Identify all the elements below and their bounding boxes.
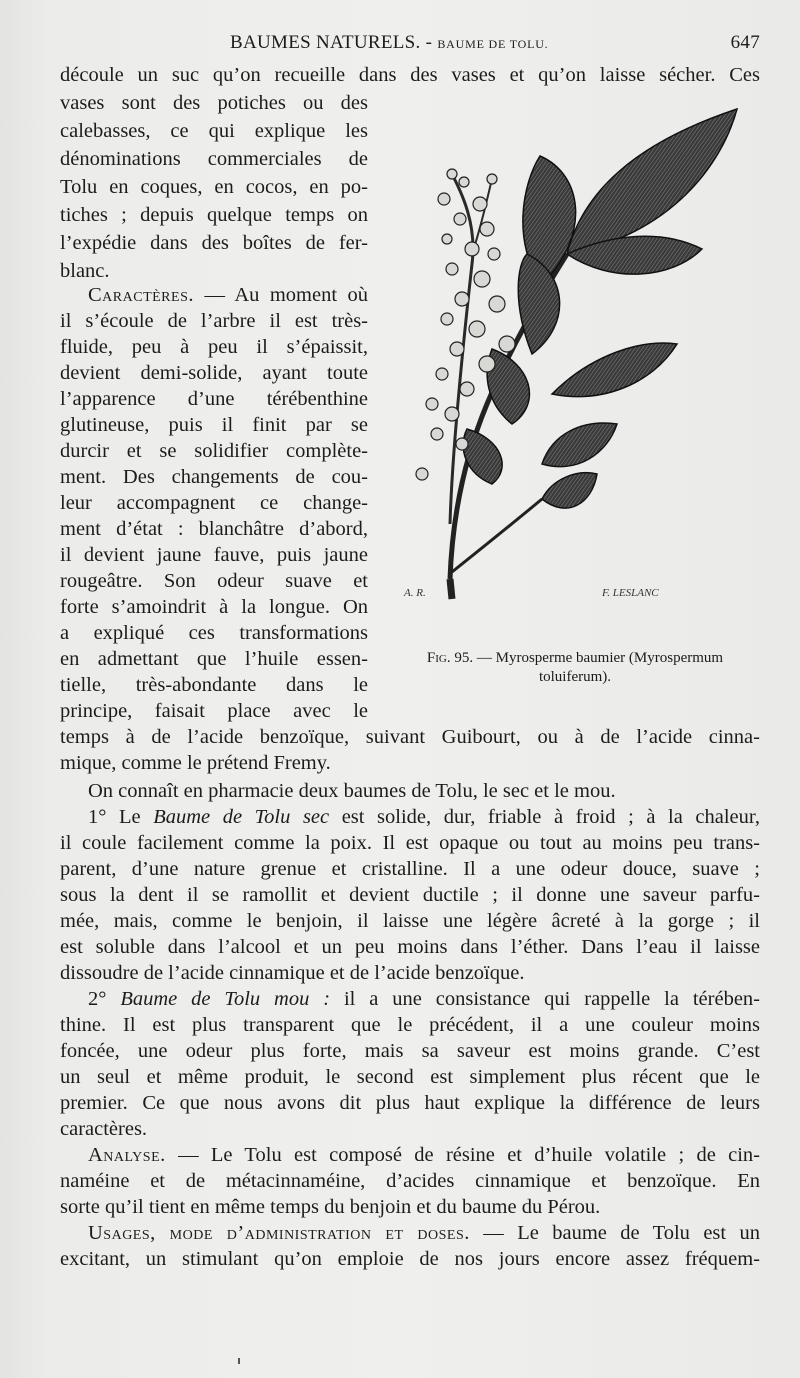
text-line: caractères. — [60, 1118, 148, 1140]
print-mark — [238, 1358, 240, 1364]
text-line: principe, faisait place avec le — [60, 700, 368, 722]
section-heading-usages: Usages, mode d’administration et doses. — [88, 1222, 470, 1244]
running-title: BAUMES NATURELS. - BAUME DE TOLU. — [230, 32, 549, 53]
text-line: dénominations commerciales de — [60, 148, 368, 170]
text-line: parent, d’une nature grenue et cristalline. Il a une odeur douce, suave ; — [60, 858, 760, 880]
text-line: calebasses, ce qui explique les — [60, 120, 368, 142]
text-line: forte s’amoindrit à la longue. On — [60, 596, 368, 618]
text-line: glutineuse, puis il finit par se — [60, 414, 368, 436]
text-line: mique, comme le prétend Fremy. — [60, 752, 331, 774]
text-line: temps à de l’acide benzoïque, suivant Guibourt, ou à de l’acide cinna- — [60, 726, 760, 748]
section-heading-line: Caractères. — Au moment où — [88, 284, 369, 306]
text-line: ment d’état : blanchâtre d’abord, — [60, 518, 368, 540]
page-number: 647 — [730, 32, 760, 53]
plant-drawing — [392, 104, 752, 614]
baume-mou-title: Baume de Tolu mou : — [120, 988, 331, 1010]
baume-mou-line: 2° Baume de Tolu mou : il a une consistance qui rappelle la térében- — [88, 988, 761, 1010]
usages-line: Usages, mode d’administration et doses. — Le baume de Tolu est un — [88, 1222, 761, 1244]
artist-signature-left: A. R. — [404, 587, 426, 599]
analyse-line: Analyse. — Le Tolu est composé de résine et d’huile volatile ; de cin- — [88, 1144, 761, 1166]
text-line: rougeâtre. Son odeur suave et — [60, 570, 368, 592]
text-line: thine. Il est plus transparent que le précédent, il a une couleur moins — [60, 1014, 760, 1036]
text-line: devient demi-solide, ayant toute — [60, 362, 368, 384]
text-line: tiches ; depuis quelque temps on — [60, 204, 368, 226]
text-line: il devient jaune fauve, puis jaune — [60, 544, 368, 566]
text-line: il s’écoule de l’arbre il est très- — [60, 310, 368, 332]
text-line: vases sont des potiches ou des — [60, 92, 368, 114]
text-line: durcir et se solidifier complète- — [60, 440, 368, 462]
artist-signature-right: F. LESLANC — [602, 587, 659, 599]
baume-sec-line: 1° Le Baume de Tolu sec est solide, dur, friable à froid ; à la chaleur, — [88, 806, 761, 828]
text-line: mée, mais, comme le benjoin, il laisse une légère âcreté à la gorge ; il — [60, 910, 760, 932]
text-line: leur accompagnent ce change- — [60, 492, 368, 514]
text-line: blanc. — [60, 260, 110, 282]
section-heading-caracteres: Caractères. — [88, 284, 194, 306]
text-line: sous la dent il se ramollit et devient ductile ; il donne une saveur parfu- — [60, 884, 760, 906]
text-line: On connaît en pharmacie deux baumes de Tolu, le sec et le mou. — [88, 780, 616, 802]
text-line: foncée, une odeur plus forte, mais sa saveur est moins grande. C’est — [60, 1040, 760, 1062]
text-line: sorte qu’il tient en même temps du benjoin et du baume du Pérou. — [60, 1196, 601, 1218]
figure-label: Fig. 95. — [426, 650, 474, 666]
text-line: a expliqué ces transformations — [60, 622, 368, 644]
text-line: fluide, peu à peu il s’épaissit, — [60, 336, 368, 358]
text-line: naméine et de métacinnaméine, d’acides cinnamique et benzoïque. En — [60, 1170, 760, 1192]
text-line: un seul et même produit, le second est simplement plus récent que le — [60, 1066, 760, 1088]
section-heading-analyse: Analyse. — [88, 1144, 166, 1166]
text-line: il coule facilement comme la poix. Il est opaque ou tout au moins peu trans- — [60, 832, 760, 854]
text-line: est soluble dans l’alcool et un peu moins dans l’éther. Dans l’eau il laisse — [60, 936, 760, 958]
botanical-illustration — [392, 104, 752, 614]
text-line: dissoudre de l’acide cinnamique et de l’acide benzoïque. — [60, 962, 525, 984]
text-line: excitant, un stimulant qu’on emploie de nos jours encore assez fréquem- — [60, 1248, 760, 1270]
text-line: découle un suc qu’on recueille dans des vases et qu’on laisse sécher. Ces — [60, 64, 760, 86]
text-line: ment. Des changements de cou- — [60, 466, 368, 488]
baume-sec-title: Baume de Tolu sec — [153, 806, 330, 828]
text-line: en admettant que l’huile essen- — [60, 648, 368, 670]
text-line: l’expédie dans des boîtes de fer- — [60, 232, 368, 254]
text-line: premier. Ce que nous avons dit plus haut explique la différence de leurs — [60, 1092, 760, 1114]
text-line: l’apparence d’une térébenthine — [60, 388, 368, 410]
text-line: Tolu en coques, en cocos, en po- — [60, 176, 368, 198]
running-header — [60, 32, 760, 58]
text-line: tielle, très-abondante dans le — [60, 674, 368, 696]
figure-caption: Fig. 95. — Myrosperme baumier (Myrospermum toluiferum). — [426, 650, 724, 685]
